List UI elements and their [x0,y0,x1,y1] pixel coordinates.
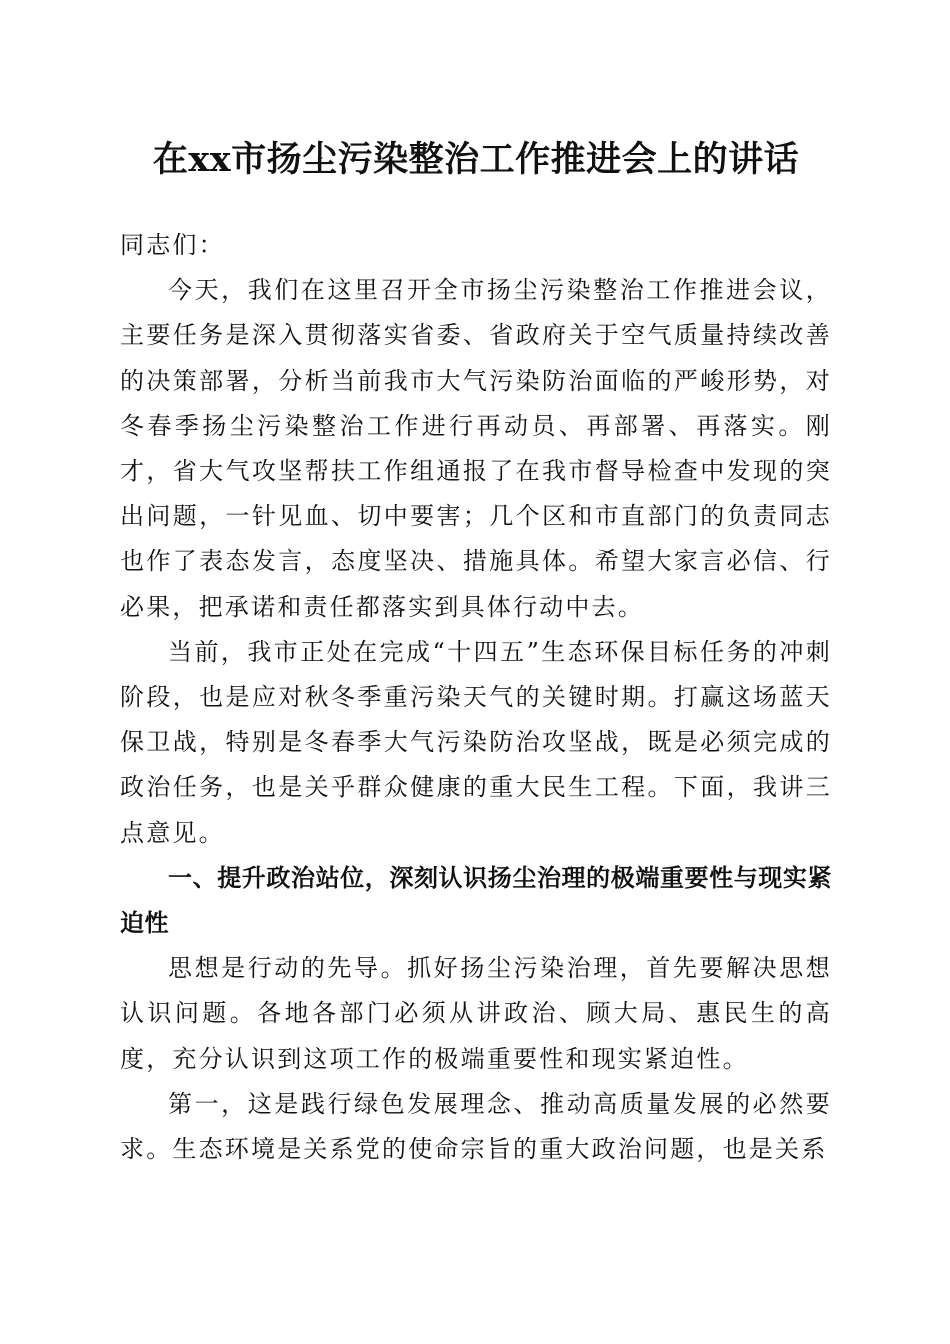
paragraph-section1-intro: 思想是行动的先导。抓好扬尘污染治理，首先要解决思想认识问题。各地各部门必须从讲政治、顾大局、惠民生的高度，充分认识到这项工作的极端重要性和现实紧迫性。 [120,954,832,1073]
document-title: 在xx市扬尘污染整治工作推进会上的讲话 [152,139,800,180]
paragraph-opening: 今天，我们在这里召开全市扬尘污染整治工作推进会议，主要任务是深入贯彻落实省委、省政府关于空气质量持续改善的决策部署，分析当前我市大气污染防治面临的严峻形势，对冬春季扬尘污染整治工作进行再动员、再部署、再落实。刚才，省大气攻坚帮扶工作组通报了在我市督导检查中发现的突出问题，一针见血、切中要害；几个区和市直部门的负责同志也作了表态发言，态度坚决、措施具体。希望大家言必信、行必果，把承诺和责任都落实到具体行动中去。 [120,276,832,621]
document-page [120,130,832,1172]
document-body [120,223,832,1172]
paragraph-context: 当前，我市正处在完成“十四五”生态环保目标任务的冲刺阶段，也是应对秋冬季重污染天气的关键时期。打赢这场蓝天保卫战，特别是冬春季大气污染防治攻坚战，既是必须完成的政治任务，也是关乎群众健康的重大民生工程。下面，我讲三点意见。 [120,637,832,847]
salutation: 同志们： [120,231,225,259]
paragraph-section1-point1: 第一，这是践行绿色发展理念、推动高质量发展的必然要求。生态环境是关系党的使命宗旨的重大政治问题，也是关系 [120,1089,832,1164]
section-heading-1: 一、提升政治站位，深刻认识扬尘治理的极端重要性与现实紧迫性 [120,863,832,938]
